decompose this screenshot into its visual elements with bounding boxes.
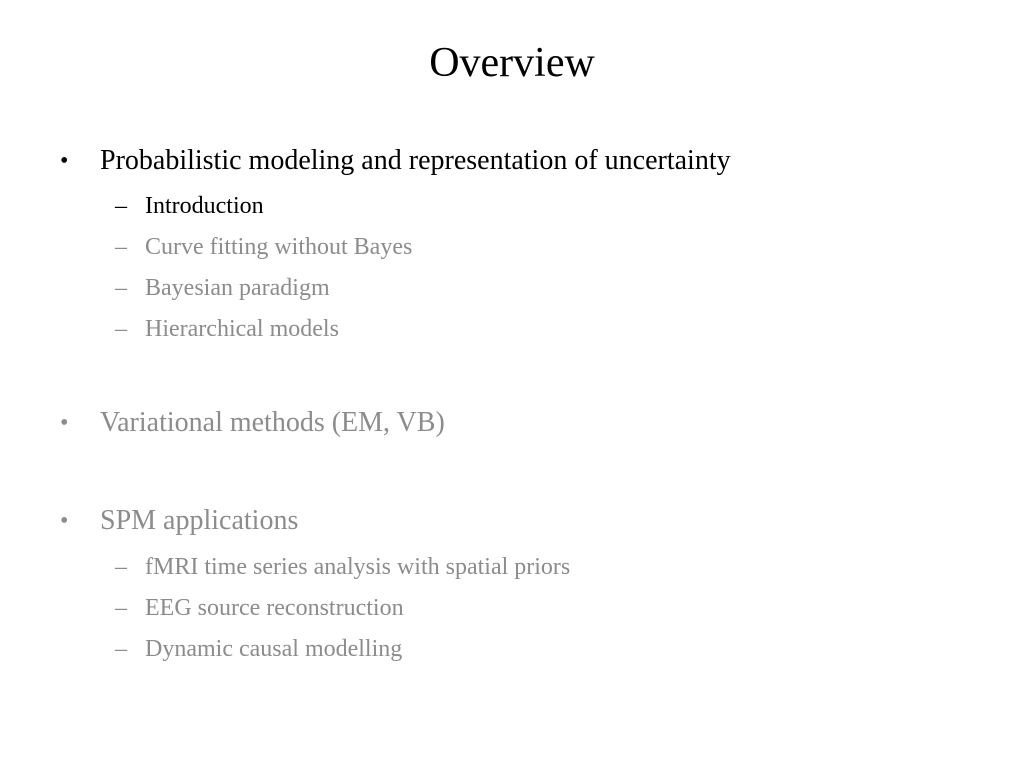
bullet-marker: • <box>60 508 69 534</box>
sub-item-bayesian-paradigm <box>115 274 330 302</box>
sub-item-text: Dynamic causal modelling <box>145 636 403 662</box>
sub-item-curve-fitting <box>115 233 413 261</box>
sub-item-hierarchical-models <box>115 315 339 343</box>
sub-item-text: Curve fitting without Bayes <box>145 234 413 260</box>
sub-item-eeg-source-reconstruction <box>115 594 404 622</box>
bullet-text: Probabilistic modeling and representation of uncertainty <box>100 145 731 176</box>
sub-item-introduction <box>115 192 264 220</box>
sub-item-dynamic-causal-modelling <box>115 635 403 663</box>
dash-marker: – <box>115 234 127 260</box>
bullet-marker: • <box>60 410 69 436</box>
sub-item-text: EEG source reconstruction <box>145 595 404 621</box>
sub-item-text: Bayesian paradigm <box>145 275 330 301</box>
bullet-text: SPM applications <box>100 505 299 536</box>
dash-marker: – <box>115 193 127 219</box>
slide-title: Overview <box>429 40 595 86</box>
dash-marker: – <box>115 554 127 580</box>
sub-item-fmri-analysis <box>115 553 571 581</box>
sub-item-text: Introduction <box>145 193 264 219</box>
dash-marker: – <box>115 275 127 301</box>
sub-item-text: Hierarchical models <box>145 316 339 342</box>
dash-marker: – <box>115 636 127 662</box>
dash-marker: – <box>115 316 127 342</box>
dash-marker: – <box>115 595 127 621</box>
bullet-text: Variational methods (EM, VB) <box>100 407 445 438</box>
sub-item-text: fMRI time series analysis with spatial priors <box>145 554 571 580</box>
bullet-marker: • <box>60 148 69 174</box>
